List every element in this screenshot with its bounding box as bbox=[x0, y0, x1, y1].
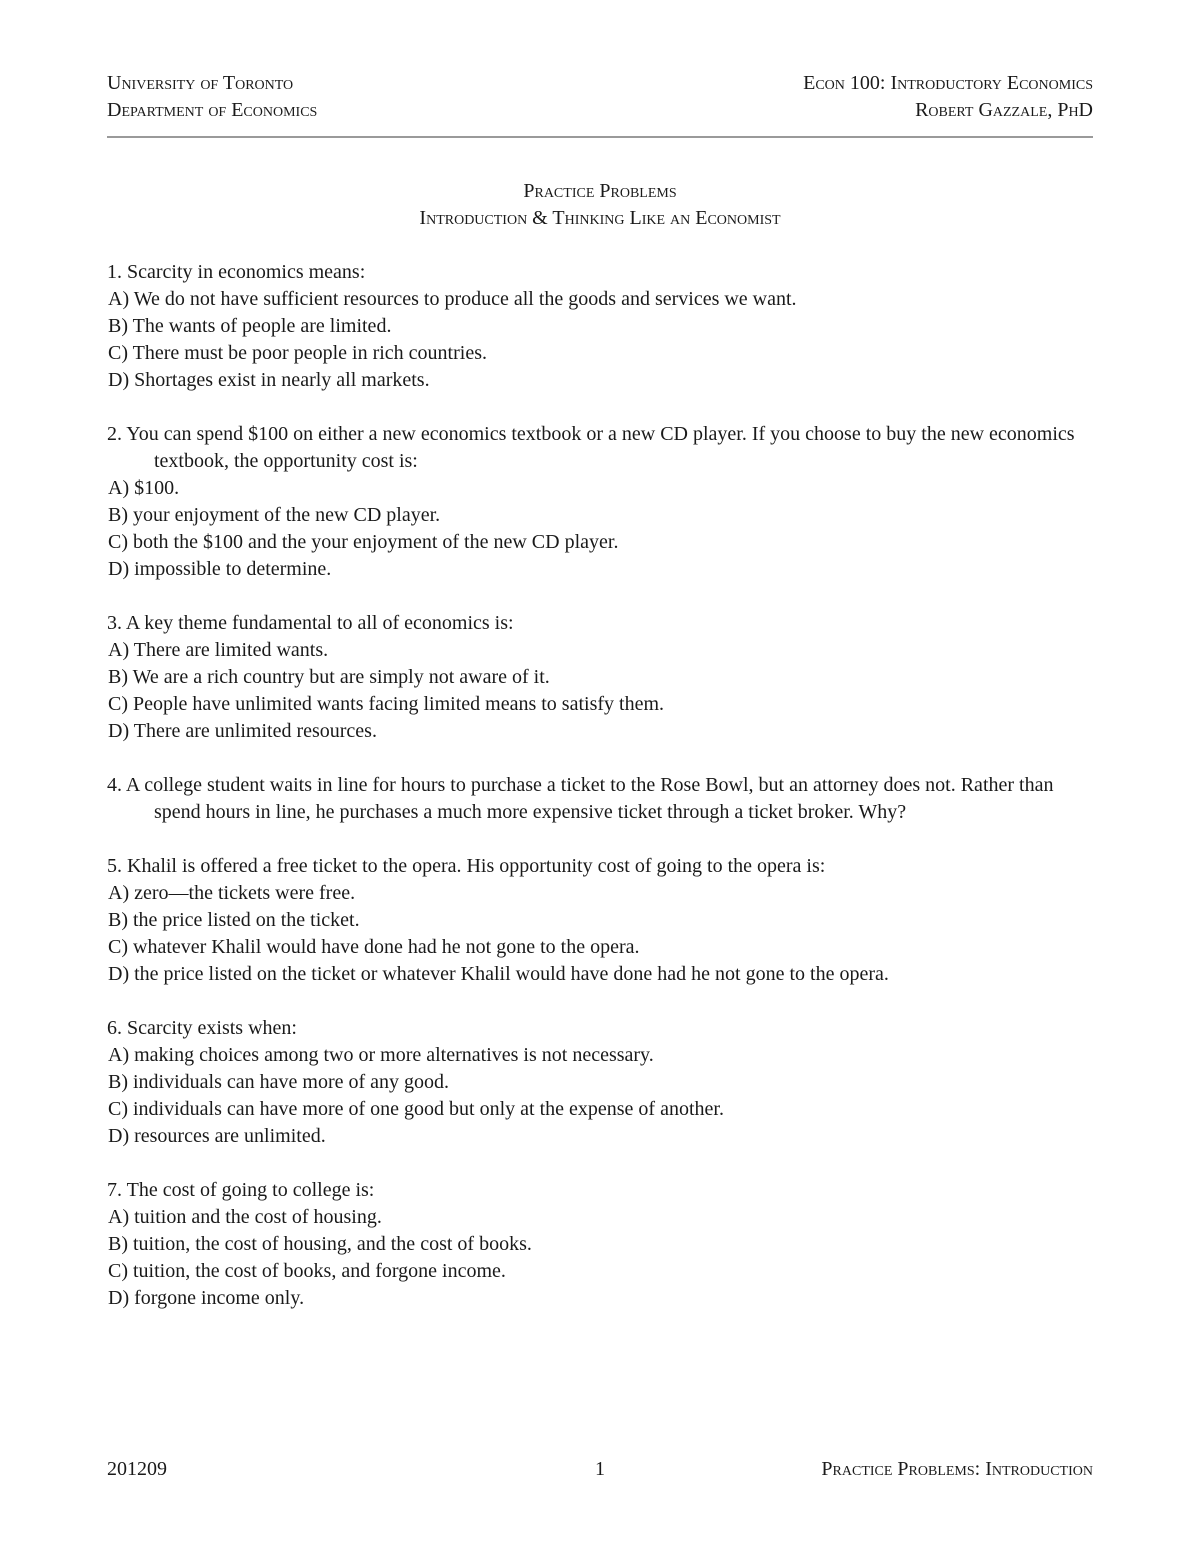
answer-option: B) the price listed on the ticket. bbox=[108, 909, 360, 931]
question-4 bbox=[107, 772, 1100, 826]
answer-option: D) Shortages exist in nearly all markets. bbox=[108, 369, 430, 391]
answer-option: D) There are unlimited resources. bbox=[108, 720, 377, 742]
question-6 bbox=[107, 1015, 1100, 1150]
question-5 bbox=[107, 853, 1100, 988]
question-text: 7. The cost of going to college is: bbox=[107, 1179, 375, 1201]
answer-option: A) tuition and the cost of housing. bbox=[108, 1206, 382, 1228]
answer-option: B) your enjoyment of the new CD player. bbox=[108, 504, 441, 526]
answer-option: B) tuition, the cost of housing, and the cost of books. bbox=[108, 1233, 532, 1255]
university-name: University of Toronto bbox=[107, 72, 294, 94]
header-rule bbox=[107, 136, 1093, 138]
answer-option: D) forgone income only. bbox=[108, 1287, 305, 1309]
question-text: 2. You can spend $100 on either a new economics textbook or a new CD player. If you choose to buy the new economics textbook, the opportunity cost is: bbox=[107, 423, 1075, 472]
answer-option: C) People have unlimited wants facing limited means to satisfy them. bbox=[108, 693, 664, 715]
question-text: 5. Khalil is offered a free ticket to the opera. His opportunity cost of going to the opera is: bbox=[107, 855, 826, 877]
question-text: 3. A key theme fundamental to all of economics is: bbox=[107, 612, 514, 634]
title-line-2: Introduction & Thinking Like an Economist bbox=[419, 207, 781, 229]
answer-option: D) the price listed on the ticket or whatever Khalil would have done had he not gone to the opera. bbox=[108, 963, 889, 985]
instructor-name: Robert Gazzale, PhD bbox=[915, 99, 1093, 121]
question-7 bbox=[107, 1177, 1100, 1312]
answer-option: B) individuals can have more of any good. bbox=[108, 1071, 450, 1093]
header-left bbox=[107, 70, 317, 124]
question-1 bbox=[107, 259, 1100, 394]
question-2 bbox=[107, 421, 1100, 583]
answer-option: C) both the $100 and the your enjoyment of the new CD player. bbox=[108, 531, 619, 553]
question-text: 4. A college student waits in line for hours to purchase a ticket to the Rose Bowl, but an attorney does not. Rather than spend hours in line, he purchases a much more expensive ticket through a ticket broker. Why? bbox=[107, 774, 1054, 823]
answer-option: A) $100. bbox=[108, 477, 180, 499]
answer-option: C) individuals can have more of one good but only at the expense of another. bbox=[108, 1098, 724, 1120]
department-name: Department of Economics bbox=[107, 99, 318, 121]
title-line-1: Practice Problems bbox=[523, 180, 677, 202]
question-text: 1. Scarcity in economics means: bbox=[107, 261, 366, 283]
question-3 bbox=[107, 610, 1100, 745]
course-name: Econ 100: Introductory Economics bbox=[803, 72, 1093, 94]
answer-option: C) tuition, the cost of books, and forgone income. bbox=[108, 1260, 506, 1282]
footer-date: 201209 bbox=[107, 1458, 167, 1480]
answer-option: D) impossible to determine. bbox=[108, 558, 332, 580]
answer-option: A) making choices among two or more alternatives is not necessary. bbox=[108, 1044, 654, 1066]
question-text: 6. Scarcity exists when: bbox=[107, 1017, 297, 1039]
question-list bbox=[107, 259, 1100, 1339]
answer-option: B) The wants of people are limited. bbox=[108, 315, 392, 337]
answer-option: A) We do not have sufficient resources to produce all the goods and services we want. bbox=[108, 288, 797, 310]
footer-title: Practice Problems: Introduction bbox=[821, 1458, 1093, 1480]
document-title bbox=[107, 178, 1093, 232]
answer-option: A) There are limited wants. bbox=[108, 639, 329, 661]
answer-option: A) zero—the tickets were free. bbox=[108, 882, 356, 904]
header-right bbox=[803, 70, 1093, 124]
page-number: 1 bbox=[595, 1458, 605, 1480]
answer-option: C) whatever Khalil would have done had he not gone to the opera. bbox=[108, 936, 640, 958]
answer-option: C) There must be poor people in rich countries. bbox=[108, 342, 487, 364]
answer-option: D) resources are unlimited. bbox=[108, 1125, 326, 1147]
answer-option: B) We are a rich country but are simply not aware of it. bbox=[108, 666, 550, 688]
